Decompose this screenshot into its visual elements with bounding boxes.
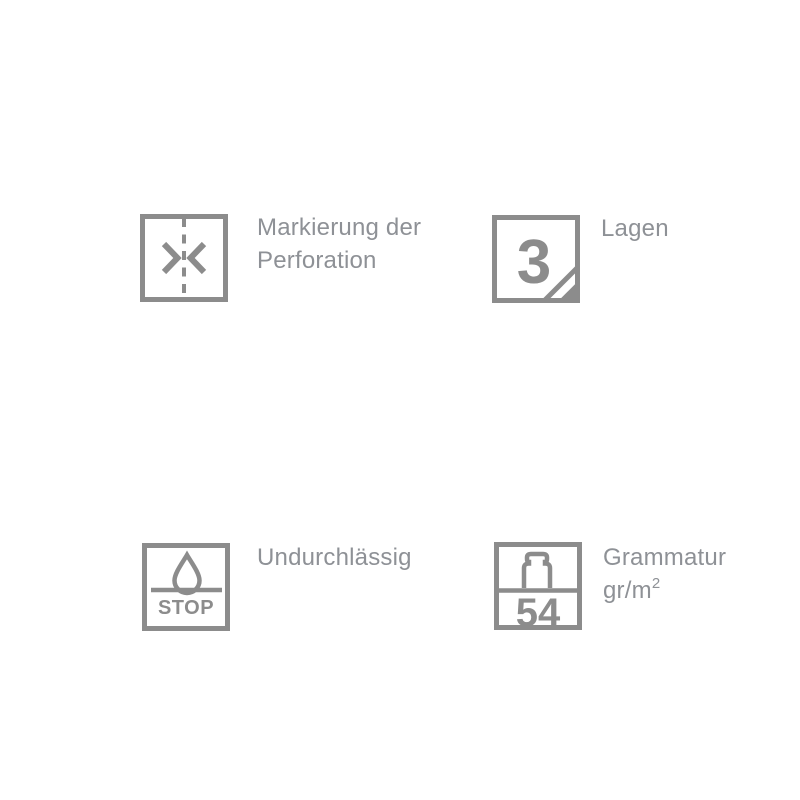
water-drop-icon [175,555,200,593]
plies-label [601,212,669,245]
grammage-unit: $gr/m^2$ [603,575,661,604]
grammage-weight-icon [494,542,582,630]
perforation-mark-icon [140,214,228,302]
grammage-unit-sup: 2 [651,575,661,592]
chevron-right-icon [164,244,178,272]
grammage-label-line1: Grammatur [603,544,727,571]
grammage-label [603,541,726,607]
chevron-left-icon [191,244,205,272]
impermeable-label [257,541,412,574]
perforation-label [257,211,421,277]
perforation-label-line1: Markierung der [257,214,422,241]
plies-label-line1: Lagen [601,215,669,242]
weight-icon [524,554,550,588]
stop-text: STOP [157,597,215,619]
plies-count: 3 [516,228,552,297]
grammage-value: 54 [515,591,561,630]
waterproof-stop-icon [142,543,230,631]
perforation-label-line2: Perforation [257,247,377,274]
impermeable-label-line1: Undurchlässig [257,544,412,571]
plies-icon [492,215,580,303]
